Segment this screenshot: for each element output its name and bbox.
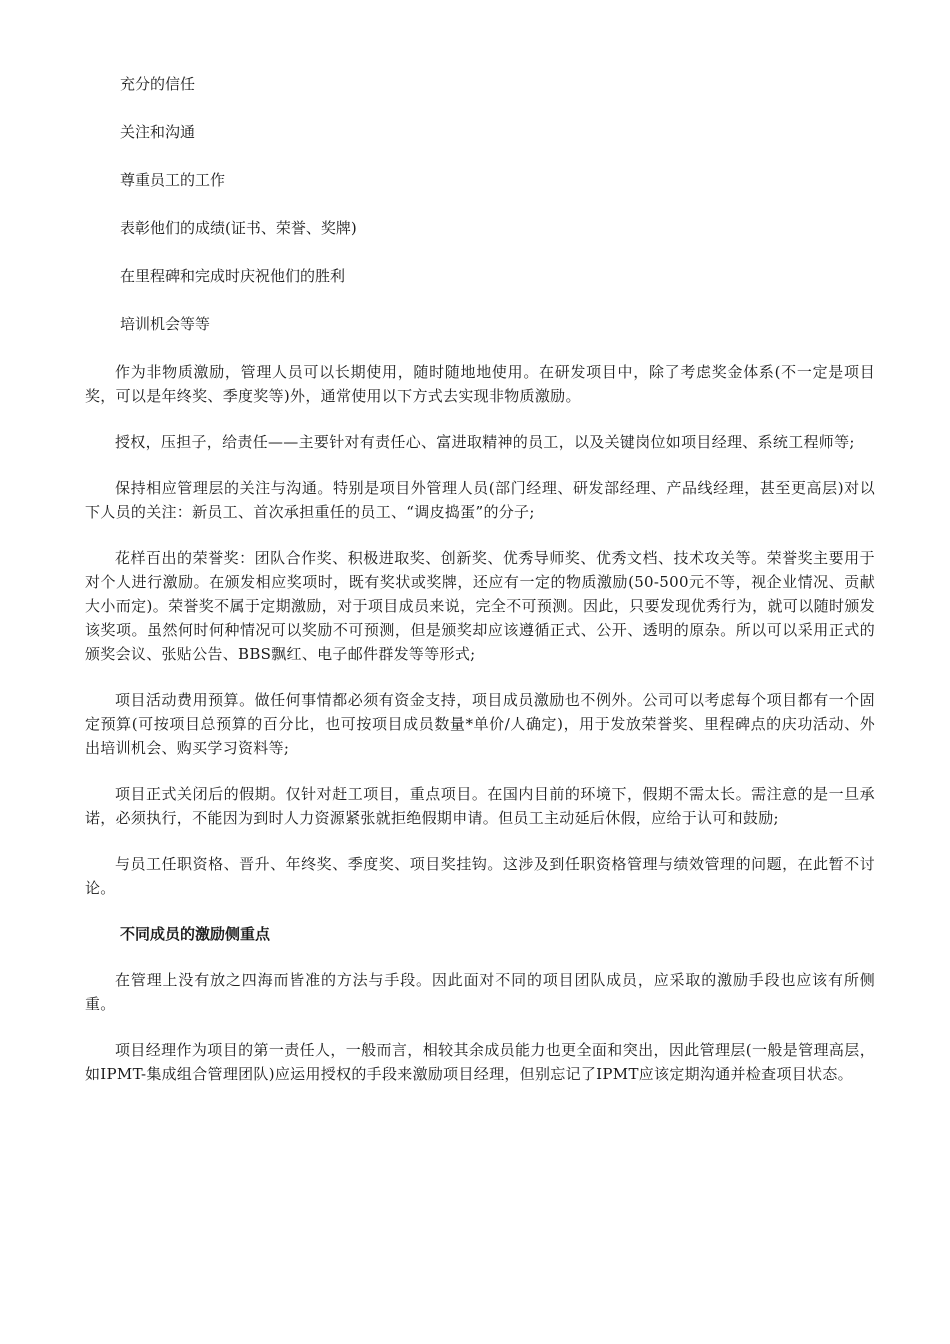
paragraph-qualification-link: 与员工任职资格、晋升、年终奖、季度奖、项目奖挂钩。这涉及到任职资格管理与绩效管理的问题，在此暂不讨论。: [85, 855, 875, 897]
section-heading: 不同成员的激励侧重点: [120, 925, 271, 943]
paragraph-management-attention: 保持相应管理层的关注与沟通。特别是项目外管理人员(部门经理、研发部经理、产品线经理，甚至更高层)对以下人员的关注：新员工、首次承担重任的员工、“调皮捣蛋”的分子;: [85, 479, 875, 521]
list-item-celebrate: 在里程碑和完成时庆祝他们的胜利: [120, 267, 346, 285]
list-item-commend: 表彰他们的成绩(证书、荣誉、奖牌): [120, 219, 357, 237]
paragraph-project-manager: 项目经理作为项目的第一责任人，一般而言，相较其余成员能力也更全面和突出，因此管理层(一般是管理高层，如IPMT-集成组合管理团队)应运用授权的手段来激励项目经理，但别忘记了IPMT应该定期沟通并检查项目状态。: [85, 1041, 875, 1083]
paragraph-activity-budget: 项目活动费用预算。做任何事情都必须有资金支持，项目成员激励也不例外。公司可以考虑每个项目都有一个固定预算(可按项目总预算的百分比，也可按项目成员数量*单价/人确定)，用于发放荣誉奖、里程碑点的庆功活动、外出培训机会、购买学习资料等;: [85, 691, 875, 757]
paragraph-honor-awards: 花样百出的荣誉奖：团队合作奖、积极进取奖、创新奖、优秀导师奖、优秀文档、技术攻关等。荣誉奖主要用于对个人进行激励。在颁发相应奖项时，既有奖状或奖牌，还应有一定的物质激励(50-500元不等，视企业情况、贡献大小而定)。荣誉奖不属于定期激励，对于项目成员来说，完全不可预测。因此，只要发现优秀行为，就可以随时颁发该奖项。虽然何时何种情况可以奖励不可预测，但是颁奖却应该遵循正式、公开、透明的原杂。所以可以采用正式的颁奖会议、张贴公告、BBS飘红、电子邮件群发等等形式;: [85, 549, 875, 663]
list-item-attention: 关注和沟通: [120, 123, 196, 141]
paragraph-no-universal-method: 在管理上没有放之四海而皆准的方法与手段。因此面对不同的项目团队成员，应采取的激励手段也应该有所侧重。: [85, 971, 875, 1013]
document-page: [85, 72, 875, 1108]
paragraph-authorization: 授权，压担子，给责任——主要针对有责任心、富进取精神的员工，以及关键岗位如项目经理、系统工程师等;: [115, 433, 855, 451]
paragraph-non-material-incentive: 作为非物质激励，管理人员可以长期使用，随时随地地使用。在研发项目中，除了考虑奖金体系(不一定是项目奖，可以是年终奖、季度奖等)外，通常使用以下方式去实现非物质激励。: [85, 363, 875, 405]
list-item-trust: 充分的信任: [120, 75, 196, 93]
list-item-respect: 尊重员工的工作: [120, 171, 226, 189]
paragraph-post-project-holiday: 项目正式关闭后的假期。仅针对赶工项目，重点项目。在国内目前的环境下，假期不需太长。需注意的是一旦承诺，必须执行，不能因为到时人力资源紧张就拒绝假期申请。但员工主动延后休假，应给于认可和鼓励;: [85, 785, 875, 827]
list-item-training: 培训机会等等: [120, 315, 211, 333]
